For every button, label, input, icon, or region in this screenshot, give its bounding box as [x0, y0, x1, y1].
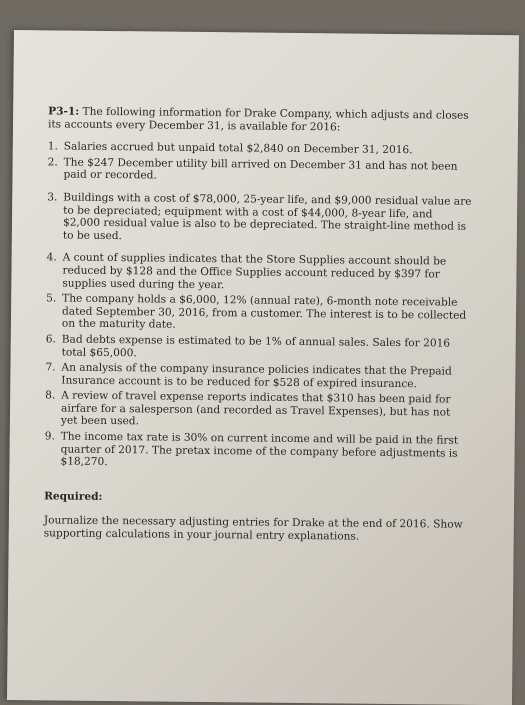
item-number: 7.	[45, 361, 56, 374]
item-number: 5.	[46, 292, 57, 305]
item-number: 9.	[44, 430, 55, 443]
problem-content	[44, 105, 474, 544]
item-text: Buildings with a cost of $78,000, 25-year life, and $9,000 residual value are to be depreciated; equipment with a cost of $44,000, 8-year life, and $2,000 residual value is also to be depreciated. The straight-line method is to be used.	[62, 191, 472, 242]
item-text: Salaries accrued but unpaid total $2,840 on December 31, 2016.	[63, 140, 413, 157]
item-text: The income tax rate is 30% on current income and will be paid in the first quarter of 2017. The pretax income of the company before adjustments is $18,270.	[60, 430, 459, 469]
item-text: A count of supplies indicates that the Store Supplies account should be reduced by $128 and the Office Supplies account reduced by $397 for supplies used during the year.	[62, 251, 447, 291]
item-text: A review of travel expense reports indicates that $310 has been paid for airfare for a salesperson (and recorded as Travel Expenses), but has not yet been used.	[60, 389, 451, 428]
item-text: The $247 December utility bill arrived on December 31 and has not been paid or recorded.	[63, 156, 458, 182]
item-number: 3.	[47, 191, 58, 204]
required-text: Journalize the necessary adjusting entries for Drake at the end of 2016. Show supporting calculations in your journal entry explanations.	[43, 514, 463, 543]
item-number: 8.	[45, 389, 56, 402]
item-number: 2.	[47, 156, 58, 169]
list-item	[46, 292, 471, 334]
list-item	[44, 430, 469, 472]
paper-sheet	[7, 30, 519, 705]
list-item	[47, 156, 472, 186]
list-item	[46, 333, 471, 363]
list-item	[48, 141, 473, 158]
list-item	[45, 390, 470, 432]
problem-label: P3-1:	[48, 105, 80, 118]
item-number: 6.	[45, 333, 56, 346]
item-text: The company holds a $6,000, 12% (annual rate), 6-month note receivable dated September 30, 2016, from a customer. The interest is to be collected on the maturity date.	[61, 292, 467, 332]
item-number: 4.	[46, 251, 57, 264]
item-text: An analysis of the company insurance policies indicates that the Prepaid Insurance account is to be reduced for $528 of expired insurance.	[61, 361, 452, 390]
list-item	[47, 191, 473, 246]
item-number: 1.	[47, 140, 58, 153]
list-item	[45, 361, 470, 391]
item-text: Bad debts expense is estimated to be 1% of annual sales. Sales for 2016 total $65,000.	[61, 333, 451, 359]
required-heading: Required:	[44, 490, 103, 503]
adjustment-list	[44, 141, 472, 473]
problem-intro	[48, 105, 473, 135]
list-item	[46, 252, 471, 294]
problem-intro-text: The following information for Drake Company, which adjusts and closes its accounts every December 31, is available for 2016:	[47, 105, 469, 134]
